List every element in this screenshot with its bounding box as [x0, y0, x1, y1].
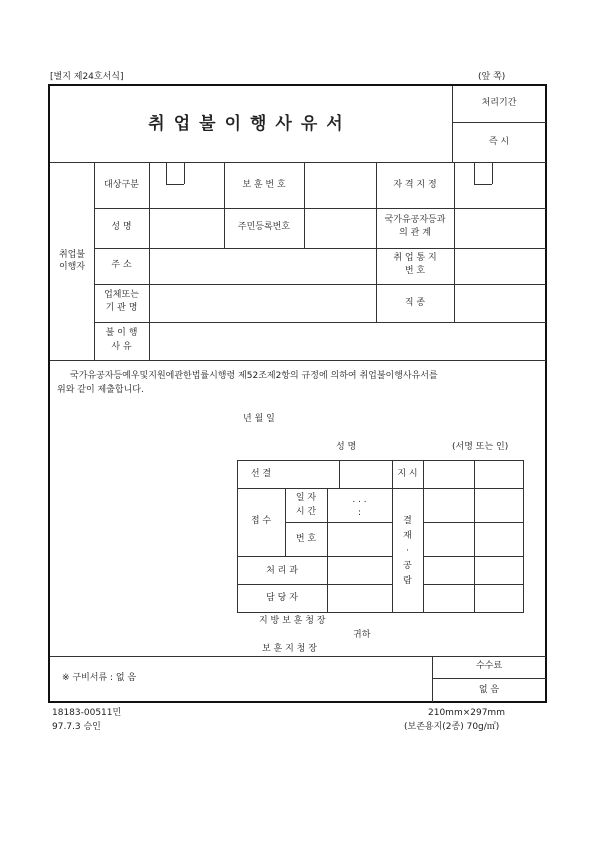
- handling-dept-label: 처 리 과: [266, 566, 298, 576]
- notice-number-label-1: 취 업 통 지: [393, 253, 437, 263]
- recipient-honorific: 귀하: [353, 630, 371, 640]
- paper-type: (보존용지(2종) 70g/㎡): [404, 722, 500, 732]
- rrn-label: 주민등록번호: [237, 222, 291, 232]
- page-side-label: (앞 쪽): [478, 72, 506, 82]
- attachments-note: ※ 구비서류 : 없 음: [62, 673, 137, 683]
- fee-value: 없 음: [478, 685, 500, 695]
- target-type-field[interactable]: [185, 163, 223, 207]
- instruction-label: 지 시: [397, 469, 418, 479]
- notice-number-field[interactable]: [455, 249, 545, 283]
- rrn-field[interactable]: [305, 209, 375, 247]
- date-line: 년 월 일: [243, 414, 275, 424]
- form-number: [별지 제24호서식]: [50, 72, 124, 82]
- signature-name-label: 성 명: [336, 442, 357, 452]
- job-type-label: 직 종: [404, 298, 426, 308]
- signature-note: (서명 또는 인): [452, 442, 509, 452]
- reason-label-1: 불 이 행: [105, 328, 138, 338]
- name-field[interactable]: [150, 209, 223, 247]
- statement-line-2: 위와 같이 제출합니다.: [57, 385, 144, 395]
- address-field[interactable]: [150, 249, 375, 283]
- time-label: 시 간: [295, 507, 317, 517]
- approval-date: 97.7.3 승인: [52, 722, 101, 732]
- processing-period-label: 처리기간: [481, 98, 517, 108]
- relation-label-1: 국가유공자등과: [384, 215, 446, 225]
- number-label: 번 호: [295, 534, 317, 544]
- paper-size: 210mm×297mm: [428, 708, 505, 718]
- address-label: 주 소: [111, 260, 132, 270]
- person-in-charge-label: 담 당 자: [266, 593, 298, 603]
- time-colon: :: [357, 508, 362, 518]
- fee-label: 수수료: [475, 661, 503, 671]
- statement-line-1: 국가유공자등예우및지원에관한법률시행령 제52조제2항의 규정에 의하여 취업불이행사유서를: [70, 371, 438, 381]
- decision-label: 선 결: [250, 469, 272, 479]
- date-label: 일 자: [295, 493, 317, 503]
- target-type-label: 대상구분: [104, 180, 139, 190]
- applicant-group-label-2: 이행자: [58, 262, 86, 272]
- bohun-number-field[interactable]: [305, 163, 375, 207]
- notice-number-label-2: 번 호: [404, 266, 426, 276]
- processing-period-value: 즉 시: [488, 137, 510, 147]
- reason-label-2: 사 유: [111, 342, 132, 352]
- receipt-label: 접 수: [250, 516, 272, 526]
- bohun-number-label: 보 훈 번 호: [242, 180, 286, 190]
- qualification-label: 자 격 지 정: [393, 180, 437, 190]
- name-label: 성 명: [111, 222, 132, 232]
- recipient-branch: 보 훈 지 청 장: [262, 644, 317, 654]
- relation-label-2: 의 관 계: [399, 228, 431, 238]
- form-code: 18183-00511민: [52, 708, 122, 718]
- form-title: 취업불이행사유서: [148, 114, 352, 134]
- recipient-regional: 지 방 보 훈 청 장: [259, 616, 326, 626]
- date-dots: . . .: [352, 495, 367, 505]
- relation-field[interactable]: [455, 209, 545, 247]
- company-label-1: 업체또는: [104, 290, 139, 300]
- reason-field[interactable]: [150, 323, 545, 359]
- company-field[interactable]: [150, 285, 375, 321]
- company-label-2: 기 관 명: [105, 303, 138, 313]
- job-type-field[interactable]: [455, 285, 545, 321]
- applicant-group-label-1: 취업불: [58, 250, 86, 260]
